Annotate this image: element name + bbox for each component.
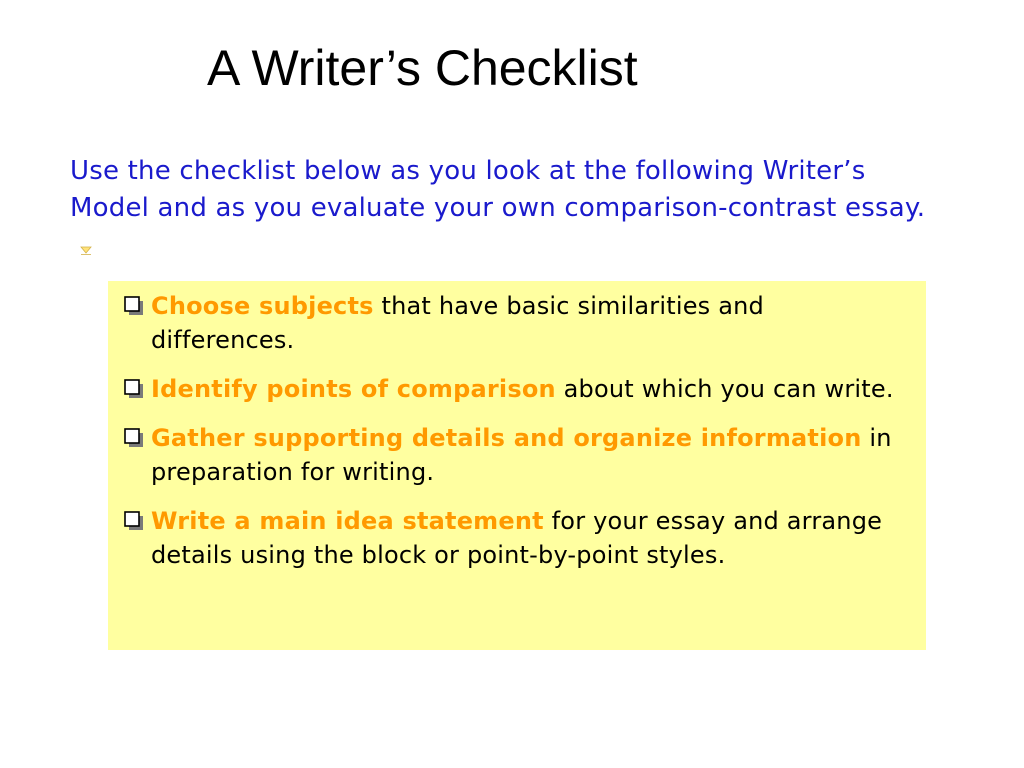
checklist: [123, 289, 906, 572]
checklist-item-text: about which you can write.: [555, 375, 894, 403]
checklist-item: [123, 289, 906, 357]
checkbox-icon: [123, 510, 145, 532]
checklist-item-highlight: Choose subjects: [151, 292, 374, 320]
checklist-item-highlight: Write a main idea statement: [151, 507, 544, 535]
checklist-item: [123, 421, 906, 489]
checklist-item: [123, 504, 906, 572]
checklist-item-text: that have basic similarities and differences.: [151, 292, 764, 354]
checkbox-icon: [123, 427, 145, 449]
checklist-item-text: for your essay and arrange details using the block or point-by-point styles.: [151, 507, 883, 569]
checkbox-icon: [123, 378, 145, 400]
checklist-item-highlight: Identify points of comparison: [151, 375, 556, 403]
down-arrow-icon: [80, 245, 92, 255]
slide-title: A Writer’s Checklist: [207, 40, 638, 96]
checklist-box: [108, 281, 926, 650]
intro-text: Use the checklist below as you look at the following Writer’s Model and as you evaluate your own comparison-contrast essay.: [70, 156, 926, 223]
checklist-item: [123, 372, 906, 406]
checklist-item-text: in preparation for writing.: [151, 424, 892, 486]
checklist-item-highlight: Gather supporting details and organize information: [151, 424, 862, 452]
intro-paragraph: [70, 153, 930, 264]
checkbox-icon: [123, 295, 145, 317]
